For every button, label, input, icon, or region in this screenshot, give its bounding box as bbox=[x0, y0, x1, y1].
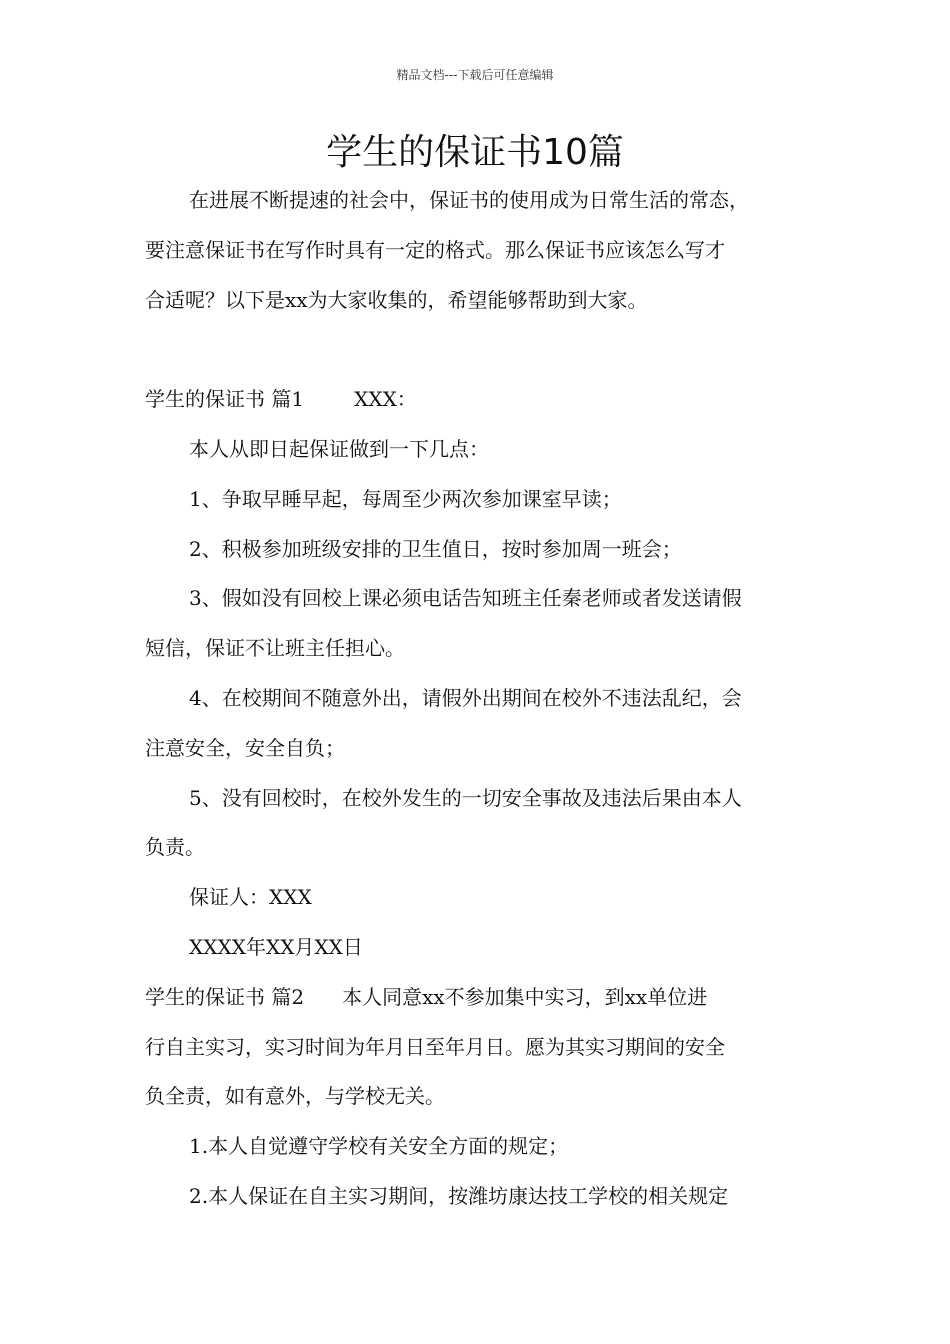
guarantor-line: 保证人：XXX bbox=[189, 885, 312, 910]
section1-addressee: XXX： bbox=[354, 387, 417, 412]
section1-line: 本人从即日起保证做到一下几点： bbox=[189, 436, 489, 461]
header-note: 精品文档---下载后可任意编辑 bbox=[396, 68, 554, 82]
section2-line: 2.本人保证在自主实习期间，按潍坊康达技工学校的相关规定 bbox=[189, 1183, 729, 1208]
section2-heading-line bbox=[145, 973, 810, 1023]
document-title: 学生的保证书10篇 bbox=[326, 132, 624, 173]
intro-line-1: 在进展不断提速的社会中，保证书的使用成为日常生活的常态， bbox=[189, 188, 749, 212]
section2-first-line: 本人同意xx不参加集中实习，到xx单位进 bbox=[342, 984, 708, 1009]
date-line: XXXX年XX月XX日 bbox=[189, 934, 363, 959]
section1-line: 3、假如没有回校上课必须电话告知班主任秦老师或者发送请假 bbox=[189, 586, 742, 611]
section2-line: 行自主实习，实习时间为年月日至年月日。愿为其实习期间的安全 bbox=[145, 1034, 725, 1059]
section1-line: 2、积极参加班级安排的卫生值日，按时参加周一班会； bbox=[189, 536, 682, 561]
document-body bbox=[145, 176, 810, 1222]
paragraph-gap bbox=[145, 325, 810, 375]
section1-heading: 学生的保证书 篇1 bbox=[145, 387, 305, 412]
intro-line-2: 要注意保证书在写作时具有一定的格式。那么保证书应该怎么写才 bbox=[145, 237, 725, 262]
section2-line: 1.本人自觉遵守学校有关安全方面的规定； bbox=[189, 1134, 569, 1159]
section1-line: 负责。 bbox=[145, 835, 205, 860]
section1-line: 短信，保证不让班主任担心。 bbox=[145, 636, 405, 661]
section1-line: 5、没有回校时，在校外发生的一切安全事故及违法后果由本人 bbox=[189, 785, 742, 810]
section1-line: 1、争取早睡早起，每周至少两次参加课室早读； bbox=[189, 486, 622, 511]
section1-line: 注意安全，安全自负； bbox=[145, 735, 345, 760]
intro-line-3: 合适呢？以下是xx为大家收集的，希望能够帮助到大家。 bbox=[145, 287, 648, 312]
section2-heading: 学生的保证书 篇2 bbox=[145, 984, 305, 1009]
section1-line: 4、在校期间不随意外出，请假外出期间在校外不违法乱纪，会 bbox=[189, 685, 742, 710]
section1-heading-line bbox=[145, 375, 810, 425]
section2-line: 负全责，如有意外，与学校无关。 bbox=[145, 1084, 445, 1109]
